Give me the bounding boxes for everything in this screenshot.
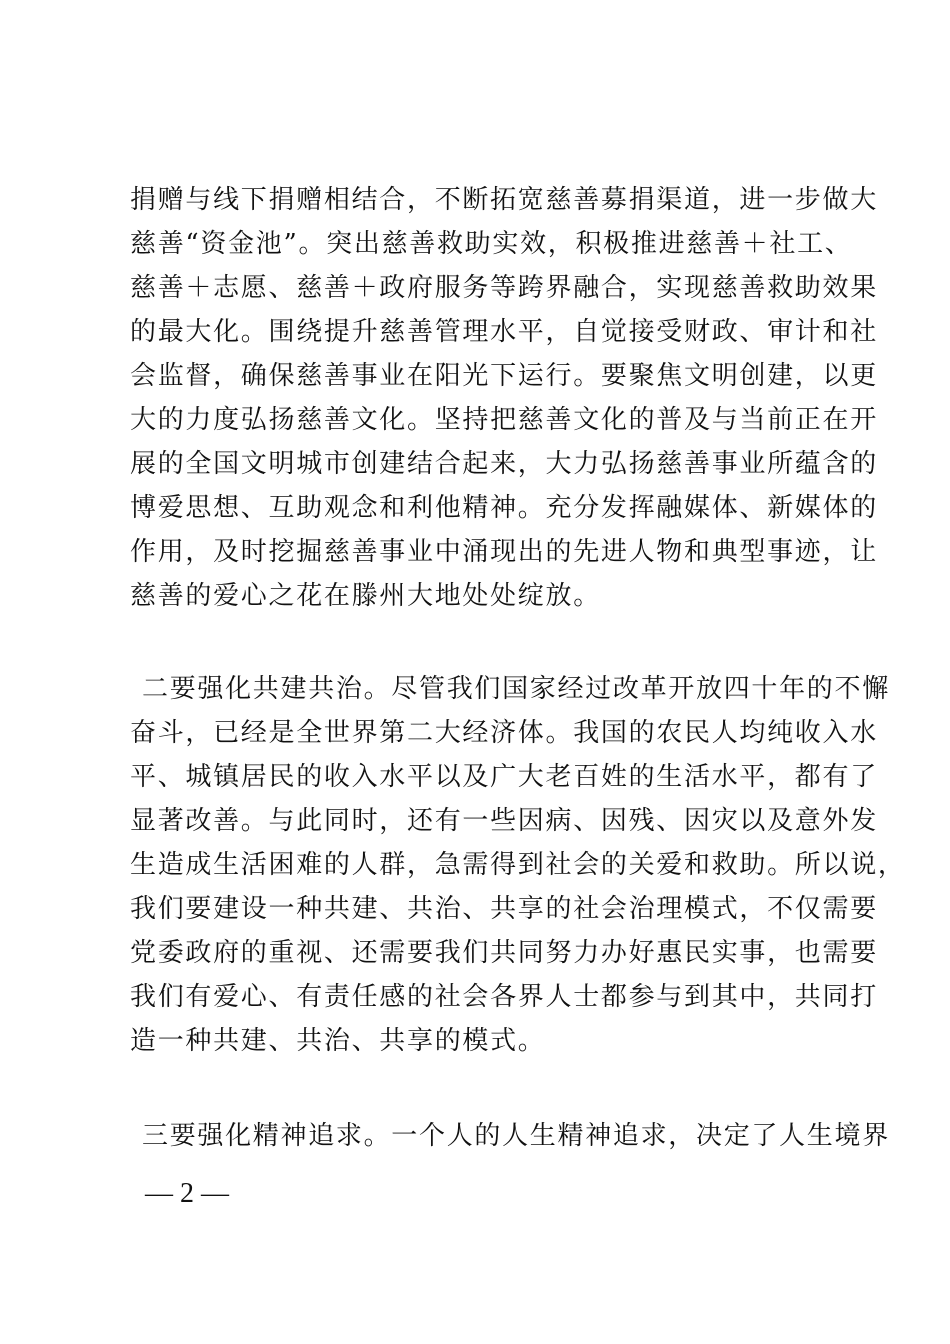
paragraph-line: 平、城镇居民的收入水平以及广大老百姓的生活水平，都有了	[130, 762, 878, 792]
paragraph-line: 慈善＋志愿、慈善＋政府服务等跨界融合，实现慈善救助效果	[130, 273, 878, 303]
paragraph-line: 的最大化。围绕提升慈善管理水平，自觉接受财政、审计和社	[130, 317, 878, 347]
paragraph-line: 捐赠与线下捐赠相结合，不断拓宽慈善募捐渠道，进一步做大	[130, 185, 878, 215]
paragraph-line: 党委政府的重视、还需要我们共同努力办好惠民实事，也需要	[130, 938, 878, 968]
paragraph-line: 奋斗，已经是全世界第二大经济体。我国的农民人均纯收入水	[130, 718, 878, 748]
paragraph-line: 慈善“资金池”。突出慈善救助实效，积极推进慈善＋社工、	[130, 229, 853, 259]
paragraph-line: 二要强化共建共治。尽管我们国家经过改革开放四十年的不懈	[142, 674, 890, 704]
paragraph-line: 显著改善。与此同时，还有一些因病、因残、因灾以及意外发	[130, 806, 878, 836]
paragraph-line: 博爱思想、互助观念和利他精神。充分发挥融媒体、新媒体的	[130, 493, 878, 523]
paragraph-line: 我们有爱心、有责任感的社会各界人士都参与到其中，共同打	[130, 982, 878, 1012]
paragraph-line: 作用，及时挖掘慈善事业中涌现出的先进人物和典型事迹，让	[130, 537, 878, 567]
paragraph-line: 慈善的爱心之花在滕州大地处处绽放。	[130, 581, 601, 611]
paragraph-line: 会监督，确保慈善事业在阳光下运行。要聚焦文明创建，以更	[130, 361, 878, 391]
paragraph-line: 展的全国文明城市创建结合起来，大力弘扬慈善事业所蕴含的	[130, 449, 878, 479]
paragraph-line: 造一种共建、共治、共享的模式。	[130, 1026, 546, 1056]
paragraph-line: 生造成生活困难的人群，急需得到社会的关爱和救助。所以说，	[130, 850, 906, 880]
paragraph-line: 大的力度弘扬慈善文化。坚持把慈善文化的普及与当前正在开	[130, 405, 878, 435]
paragraph-line: 三要强化精神追求。一个人的人生精神追求，决定了人生境界	[142, 1121, 890, 1151]
paragraph-line: 我们要建设一种共建、共治、共享的社会治理模式，不仅需要	[130, 894, 878, 924]
page-number: — 2 —	[145, 1178, 229, 1209]
